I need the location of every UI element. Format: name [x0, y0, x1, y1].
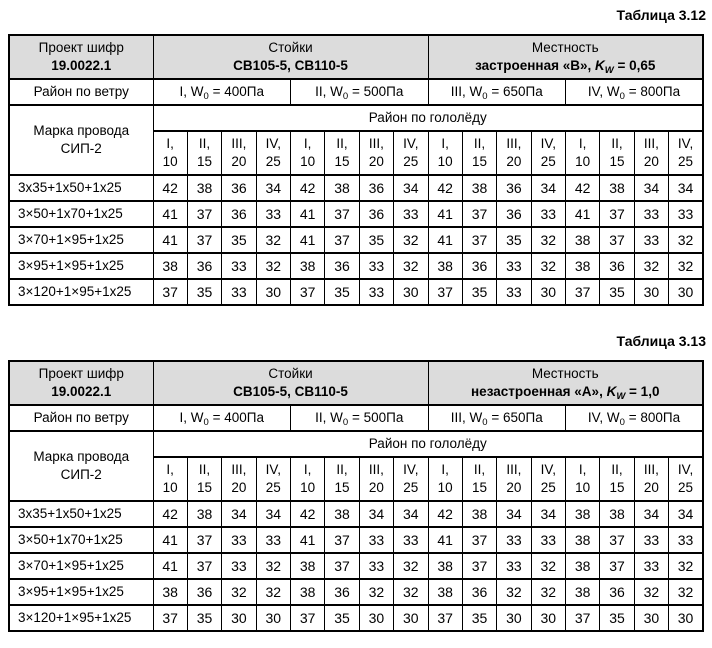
span-value-cell: 33 — [634, 553, 668, 579]
span-value-cell: 34 — [256, 175, 290, 201]
span-value-cell: 41 — [153, 553, 187, 579]
span-value-cell: 36 — [359, 201, 393, 227]
ice-subcolumn-header: II, 15 — [187, 457, 221, 501]
span-value-cell: 32 — [531, 227, 565, 253]
span-value-cell: 33 — [359, 527, 393, 553]
span-value-cell: 34 — [256, 501, 290, 527]
span-value-cell: 38 — [187, 501, 221, 527]
span-value-cell: 38 — [325, 175, 359, 201]
span-value-cell: 42 — [291, 175, 325, 201]
span-value-cell: 37 — [187, 527, 221, 553]
span-value-cell: 32 — [531, 553, 565, 579]
span-value-cell: 37 — [462, 201, 496, 227]
span-value-cell: 35 — [359, 227, 393, 253]
span-value-cell: 38 — [566, 527, 600, 553]
wind-region-cell: III, $W_0 = 650Па$ — [428, 405, 566, 431]
span-value-cell: 41 — [428, 201, 462, 227]
span-value-cell: 42 — [291, 501, 325, 527]
span-value-cell: 32 — [394, 553, 428, 579]
span-value-cell: 34 — [497, 501, 531, 527]
span-value-cell: 37 — [325, 201, 359, 227]
span-value-cell: 30 — [359, 605, 393, 631]
span-value-cell: 37 — [325, 527, 359, 553]
ice-subcolumn-header: I, 10 — [428, 131, 462, 175]
span-value-cell: 38 — [462, 175, 496, 201]
wind-region-cell: I, $W_0 = 400Па$ — [153, 79, 291, 105]
ice-subcolumn-header: III, 20 — [359, 131, 393, 175]
span-value-cell: 32 — [669, 553, 703, 579]
span-value-cell: 41 — [566, 201, 600, 227]
span-value-cell: 41 — [153, 227, 187, 253]
ice-subcolumn-header: I, 10 — [291, 131, 325, 175]
ice-subcolumn-header: IV, 25 — [394, 457, 428, 501]
span-value-cell: 32 — [256, 553, 290, 579]
span-value-cell: 37 — [600, 227, 634, 253]
span-value-cell: 38 — [566, 579, 600, 605]
project-header-cell — [9, 361, 153, 405]
span-value-cell: 34 — [531, 501, 565, 527]
wire-mark-cell: 3×70+1×95+1x25 — [9, 553, 153, 579]
span-value-cell: 36 — [325, 253, 359, 279]
span-value-cell: 37 — [462, 527, 496, 553]
span-value-cell: 36 — [497, 175, 531, 201]
ice-subcolumn-header: III, 20 — [634, 457, 668, 501]
ice-subcolumn-header: III, 20 — [497, 131, 531, 175]
span-value-cell: 34 — [669, 175, 703, 201]
span-value-cell: 35 — [600, 605, 634, 631]
span-value-cell: 33 — [497, 527, 531, 553]
span-value-cell: 41 — [428, 227, 462, 253]
ice-subcolumn-header: II, 15 — [462, 131, 496, 175]
table-row — [9, 553, 703, 579]
span-value-cell: 36 — [600, 579, 634, 605]
span-value-cell: 30 — [531, 279, 565, 305]
wind-region-row — [9, 79, 703, 105]
span-value-cell: 30 — [394, 605, 428, 631]
ice-subcolumn-header: IV, 25 — [669, 131, 703, 175]
span-value-cell: 32 — [531, 579, 565, 605]
ice-row-label: Район по гололёду — [153, 431, 703, 457]
span-value-cell: 34 — [531, 175, 565, 201]
wire-mark-header: Марка провода СИП-2 — [9, 431, 153, 501]
span-value-cell: 37 — [291, 279, 325, 305]
span-value-cell: 37 — [600, 527, 634, 553]
table-row — [9, 175, 703, 201]
terrain-header-cell — [428, 361, 703, 405]
ice-subcolumn-header: IV, 25 — [256, 457, 290, 501]
ice-subcolumn-header: I, 10 — [153, 457, 187, 501]
wind-region-cell: II, $W_0 = 500Па$ — [291, 405, 429, 431]
span-table-3-13 — [8, 360, 704, 632]
header-row-main — [9, 35, 703, 79]
span-value-cell: 38 — [566, 253, 600, 279]
span-value-cell: 32 — [634, 253, 668, 279]
span-value-cell: 30 — [394, 279, 428, 305]
span-value-cell: 38 — [428, 579, 462, 605]
ice-subcolumn-header: II, 15 — [187, 131, 221, 175]
header-row-main — [9, 361, 703, 405]
wire-mark-cell: 3×95+1×95+1x25 — [9, 253, 153, 279]
span-value-cell: 41 — [291, 527, 325, 553]
ice-subcolumn-header: II, 15 — [600, 131, 634, 175]
span-value-cell: 33 — [497, 553, 531, 579]
span-value-cell: 36 — [462, 579, 496, 605]
span-value-cell: 33 — [256, 201, 290, 227]
table-row — [9, 201, 703, 227]
project-label: Проект шифр — [38, 366, 124, 382]
wire-mark-header: Марка провода СИП-2 — [9, 105, 153, 175]
span-value-cell: 37 — [428, 279, 462, 305]
table-row — [9, 527, 703, 553]
span-value-cell: 41 — [428, 527, 462, 553]
span-value-cell: 38 — [291, 253, 325, 279]
wind-row-label: Район по ветру — [9, 405, 153, 431]
wire-mark-cell: 3x35+1x50+1x25 — [9, 175, 153, 201]
wire-mark-cell: 3x35+1x50+1x25 — [9, 501, 153, 527]
span-value-cell: 38 — [428, 553, 462, 579]
span-value-cell: 33 — [359, 279, 393, 305]
span-value-cell: 33 — [531, 527, 565, 553]
span-value-cell: 42 — [153, 501, 187, 527]
span-value-cell: 36 — [600, 253, 634, 279]
span-value-cell: 37 — [566, 279, 600, 305]
span-value-cell: 33 — [394, 527, 428, 553]
ice-subcolumn-header: I, 10 — [428, 457, 462, 501]
wire-mark-cell: 3×120+1×95+1x25 — [9, 279, 153, 305]
span-value-cell: 38 — [153, 579, 187, 605]
wind-region-cell: IV, $W_0 = 800Па$ — [566, 405, 704, 431]
span-value-cell: 42 — [428, 175, 462, 201]
wind-region-cell: II, $W_0 = 500Па$ — [291, 79, 429, 105]
span-value-cell: 38 — [187, 175, 221, 201]
span-value-cell: 37 — [462, 227, 496, 253]
ice-subcolumn-header: I, 10 — [291, 457, 325, 501]
span-value-cell: 38 — [566, 227, 600, 253]
span-value-cell: 37 — [153, 279, 187, 305]
span-value-cell: 35 — [600, 279, 634, 305]
ice-subcolumn-header: IV, 25 — [531, 457, 565, 501]
span-value-cell: 33 — [497, 253, 531, 279]
span-value-cell: 34 — [634, 175, 668, 201]
ice-subcolumn-header: II, 15 — [325, 131, 359, 175]
wind-region-row — [9, 405, 703, 431]
span-value-cell: 35 — [187, 605, 221, 631]
table-row — [9, 279, 703, 305]
ice-subcolumn-header: I, 10 — [566, 131, 600, 175]
wind-region-cell: IV, $W_0 = 800Па$ — [566, 79, 704, 105]
span-value-cell: 30 — [256, 605, 290, 631]
terrain-value: застроенная «В», $K_W = 0,65$ — [475, 58, 656, 76]
ice-subcolumn-header: IV, 25 — [256, 131, 290, 175]
span-value-cell: 32 — [394, 253, 428, 279]
ice-subcolumn-header: IV, 25 — [394, 131, 428, 175]
span-value-cell: 37 — [291, 605, 325, 631]
terrain-header-cell — [428, 35, 703, 79]
stands-label: Стойки — [268, 366, 313, 382]
span-value-cell: 32 — [394, 579, 428, 605]
span-value-cell: 38 — [462, 501, 496, 527]
ice-region-row — [9, 105, 703, 131]
span-value-cell: 35 — [462, 279, 496, 305]
span-table-3-12 — [8, 34, 704, 306]
span-value-cell: 36 — [359, 175, 393, 201]
span-value-cell: 32 — [497, 579, 531, 605]
span-value-cell: 33 — [531, 201, 565, 227]
ice-subcolumn-header: III, 20 — [359, 457, 393, 501]
span-value-cell: 30 — [669, 279, 703, 305]
span-value-cell: 30 — [669, 605, 703, 631]
span-value-cell: 30 — [256, 279, 290, 305]
span-value-cell: 33 — [222, 527, 256, 553]
table-row — [9, 605, 703, 631]
span-value-cell: 42 — [153, 175, 187, 201]
span-value-cell: 34 — [634, 501, 668, 527]
span-value-cell: 37 — [600, 201, 634, 227]
span-value-cell: 37 — [325, 553, 359, 579]
span-value-cell: 30 — [497, 605, 531, 631]
wind-region-cell: III, $W_0 = 650Па$ — [428, 79, 566, 105]
span-value-cell: 37 — [187, 227, 221, 253]
span-value-cell: 38 — [566, 553, 600, 579]
span-value-cell: 33 — [394, 201, 428, 227]
span-value-cell: 36 — [222, 201, 256, 227]
span-value-cell: 35 — [462, 605, 496, 631]
span-value-cell: 41 — [291, 227, 325, 253]
table-row — [9, 253, 703, 279]
span-value-cell: 34 — [222, 501, 256, 527]
span-value-cell: 37 — [462, 553, 496, 579]
span-value-cell: 37 — [566, 605, 600, 631]
span-value-cell: 38 — [291, 579, 325, 605]
wire-mark-cell: 3×95+1×95+1x25 — [9, 579, 153, 605]
table-caption: Таблица 3.12 — [616, 7, 706, 23]
span-value-cell: 32 — [669, 227, 703, 253]
stands-label: Стойки — [268, 40, 313, 56]
span-value-cell: 32 — [669, 579, 703, 605]
span-value-cell: 36 — [325, 579, 359, 605]
span-value-cell: 38 — [600, 175, 634, 201]
span-value-cell: 42 — [566, 175, 600, 201]
span-value-cell: 32 — [634, 579, 668, 605]
span-value-cell: 33 — [634, 527, 668, 553]
span-value-cell: 37 — [325, 227, 359, 253]
span-value-cell: 36 — [462, 253, 496, 279]
span-value-cell: 32 — [256, 227, 290, 253]
table-row — [9, 501, 703, 527]
span-value-cell: 35 — [187, 279, 221, 305]
stands-header-cell — [153, 35, 428, 79]
stands-models: СВ105-5, СВ110-5 — [233, 384, 348, 399]
wire-mark-cell: 3×120+1×95+1x25 — [9, 605, 153, 631]
span-value-cell: 37 — [428, 605, 462, 631]
ice-subcolumn-header: II, 15 — [600, 457, 634, 501]
stands-header-cell — [153, 361, 428, 405]
table-body — [9, 501, 703, 631]
span-value-cell: 36 — [187, 253, 221, 279]
ice-subcolumn-header: III, 20 — [222, 131, 256, 175]
span-value-cell: 36 — [497, 201, 531, 227]
span-value-cell: 34 — [359, 501, 393, 527]
ice-subcolumn-header: III, 20 — [634, 131, 668, 175]
table-row — [9, 227, 703, 253]
span-value-cell: 33 — [359, 253, 393, 279]
project-code: 19.0022.1 — [51, 58, 112, 73]
span-value-cell: 37 — [600, 553, 634, 579]
terrain-value: незастроенная «А», $K_W = 1,0$ — [471, 384, 660, 402]
wire-mark-cell: 3×50+1x70+1x25 — [9, 527, 153, 553]
stands-models: СВ105-5, СВ110-5 — [233, 58, 348, 73]
terrain-label: Местность — [531, 366, 599, 382]
span-value-cell: 34 — [394, 175, 428, 201]
span-value-cell: 32 — [394, 227, 428, 253]
span-value-cell: 38 — [428, 253, 462, 279]
span-value-cell: 35 — [497, 227, 531, 253]
span-value-cell: 32 — [359, 579, 393, 605]
span-value-cell: 33 — [222, 553, 256, 579]
span-value-cell: 32 — [669, 253, 703, 279]
span-value-cell: 35 — [325, 605, 359, 631]
span-value-cell: 42 — [428, 501, 462, 527]
span-value-cell: 41 — [153, 201, 187, 227]
ice-subcolumn-header: II, 15 — [462, 457, 496, 501]
span-value-cell: 37 — [187, 201, 221, 227]
span-value-cell: 33 — [222, 253, 256, 279]
span-value-cell: 33 — [669, 201, 703, 227]
span-value-cell: 33 — [497, 279, 531, 305]
table-3-12-section — [0, 6, 712, 306]
span-value-cell: 33 — [222, 279, 256, 305]
span-value-cell: 34 — [669, 501, 703, 527]
span-value-cell: 32 — [256, 579, 290, 605]
ice-subcolumn-header: IV, 25 — [531, 131, 565, 175]
span-value-cell: 33 — [256, 527, 290, 553]
span-value-cell: 35 — [222, 227, 256, 253]
span-value-cell: 36 — [222, 175, 256, 201]
span-value-cell: 30 — [634, 605, 668, 631]
span-value-cell: 33 — [359, 553, 393, 579]
span-value-cell: 34 — [394, 501, 428, 527]
table-row — [9, 579, 703, 605]
table-3-13-section — [0, 332, 712, 632]
ice-subcolumn-header: I, 10 — [153, 131, 187, 175]
project-label: Проект шифр — [38, 40, 124, 56]
span-value-cell: 33 — [669, 527, 703, 553]
span-value-cell: 30 — [222, 605, 256, 631]
span-value-cell: 37 — [153, 605, 187, 631]
span-value-cell: 35 — [325, 279, 359, 305]
ice-row-label: Район по гололёду — [153, 105, 703, 131]
wind-region-cell: I, $W_0 = 400Па$ — [153, 405, 291, 431]
table-body — [9, 175, 703, 305]
ice-subcolumn-header: II, 15 — [325, 457, 359, 501]
project-header-cell — [9, 35, 153, 79]
ice-subcolumn-header: III, 20 — [497, 457, 531, 501]
span-value-cell: 30 — [531, 605, 565, 631]
span-value-cell: 38 — [325, 501, 359, 527]
span-value-cell: 41 — [291, 201, 325, 227]
span-value-cell: 37 — [187, 553, 221, 579]
terrain-label: Местность — [531, 40, 599, 56]
ice-subcolumn-header: IV, 25 — [669, 457, 703, 501]
span-value-cell: 41 — [153, 527, 187, 553]
span-value-cell: 33 — [634, 201, 668, 227]
span-value-cell: 36 — [187, 579, 221, 605]
ice-subcolumn-header: I, 10 — [566, 457, 600, 501]
ice-region-row — [9, 431, 703, 457]
span-value-cell: 38 — [291, 553, 325, 579]
span-value-cell: 33 — [634, 227, 668, 253]
wind-row-label: Район по ветру — [9, 79, 153, 105]
span-value-cell: 32 — [256, 253, 290, 279]
span-value-cell: 32 — [531, 253, 565, 279]
span-value-cell: 38 — [566, 501, 600, 527]
wire-mark-cell: 3×70+1×95+1x25 — [9, 227, 153, 253]
span-value-cell: 38 — [153, 253, 187, 279]
ice-subcolumn-header: III, 20 — [222, 457, 256, 501]
table-caption: Таблица 3.13 — [616, 333, 706, 349]
project-code: 19.0022.1 — [51, 384, 112, 399]
span-value-cell: 38 — [600, 501, 634, 527]
span-value-cell: 32 — [222, 579, 256, 605]
span-value-cell: 30 — [634, 279, 668, 305]
wire-mark-cell: 3×50+1x70+1x25 — [9, 201, 153, 227]
